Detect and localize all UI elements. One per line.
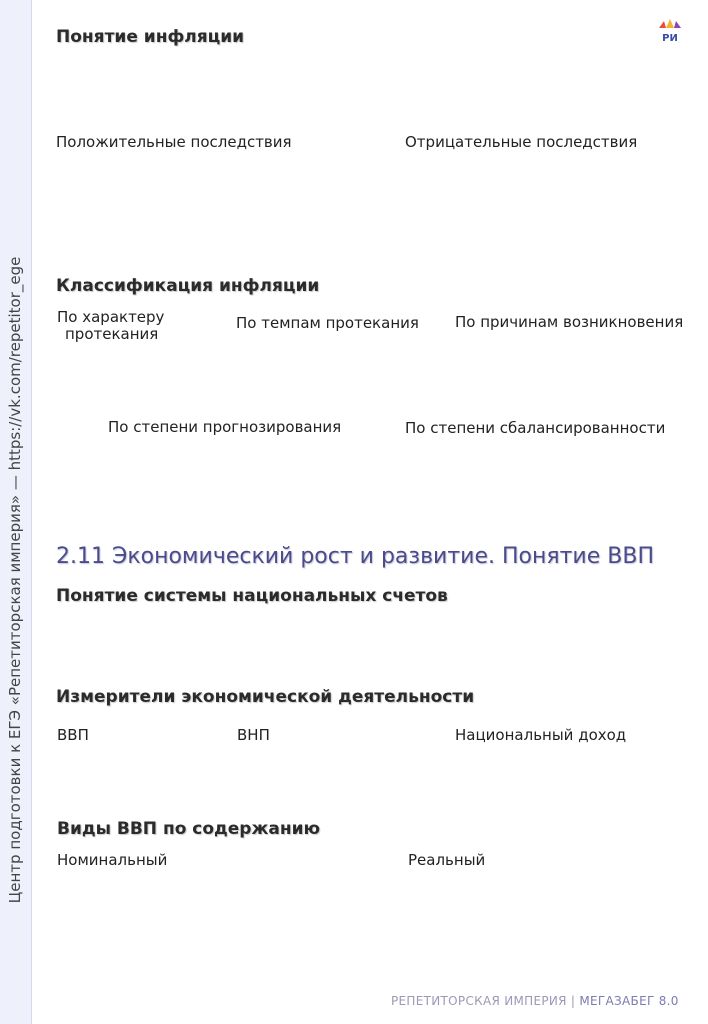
label-national-income: Национальный доход bbox=[455, 726, 627, 744]
heading-national-accounts: Понятие системы национальных счетов bbox=[56, 586, 448, 606]
label-by-balance: По степени сбалансированности bbox=[405, 419, 666, 437]
label-by-nature-line2: протекания bbox=[65, 325, 159, 343]
heading-inflation-classification: Классификация инфляции bbox=[56, 276, 320, 296]
heading-measures: Измерители экономической деятельности bbox=[56, 687, 475, 707]
footer bbox=[391, 994, 679, 1008]
crown-logo-icon bbox=[656, 18, 684, 44]
label-by-rate: По темпам протекания bbox=[236, 314, 419, 332]
heading-gdp-types: Виды ВВП по содержанию bbox=[57, 819, 321, 839]
sidebar-caption: Центр подготовки к ЕГЭ «Репетиторская империя» — https://vk.com/repetitor_ege bbox=[6, 256, 24, 904]
logo-text: РИ bbox=[662, 33, 678, 44]
label-gnp: ВНП bbox=[237, 726, 270, 744]
label-positive-consequences: Положительные последствия bbox=[56, 133, 292, 151]
logo bbox=[656, 18, 684, 44]
sidebar bbox=[0, 0, 32, 1024]
section-title-economic-growth: 2.11 Экономический рост и развитие. Понятие ВВП bbox=[56, 544, 654, 569]
label-by-cause: По причинам возникновения bbox=[455, 313, 684, 331]
label-by-nature bbox=[57, 309, 164, 343]
label-gdp: ВВП bbox=[57, 726, 89, 744]
footer-event: МЕГАЗАБЕГ 8.0 bbox=[579, 994, 679, 1008]
label-real: Реальный bbox=[408, 851, 486, 869]
label-negative-consequences: Отрицательные последствия bbox=[405, 133, 638, 151]
label-by-forecast: По степени прогнозирования bbox=[108, 418, 342, 436]
label-nominal: Номинальный bbox=[57, 851, 168, 869]
label-by-nature-line1: По характеру bbox=[57, 308, 165, 326]
footer-separator: | bbox=[570, 994, 576, 1008]
heading-inflation-concept: Понятие инфляции bbox=[56, 27, 245, 47]
footer-brand: РЕПЕТИТОРСКАЯ ИМПЕРИЯ bbox=[391, 994, 567, 1008]
